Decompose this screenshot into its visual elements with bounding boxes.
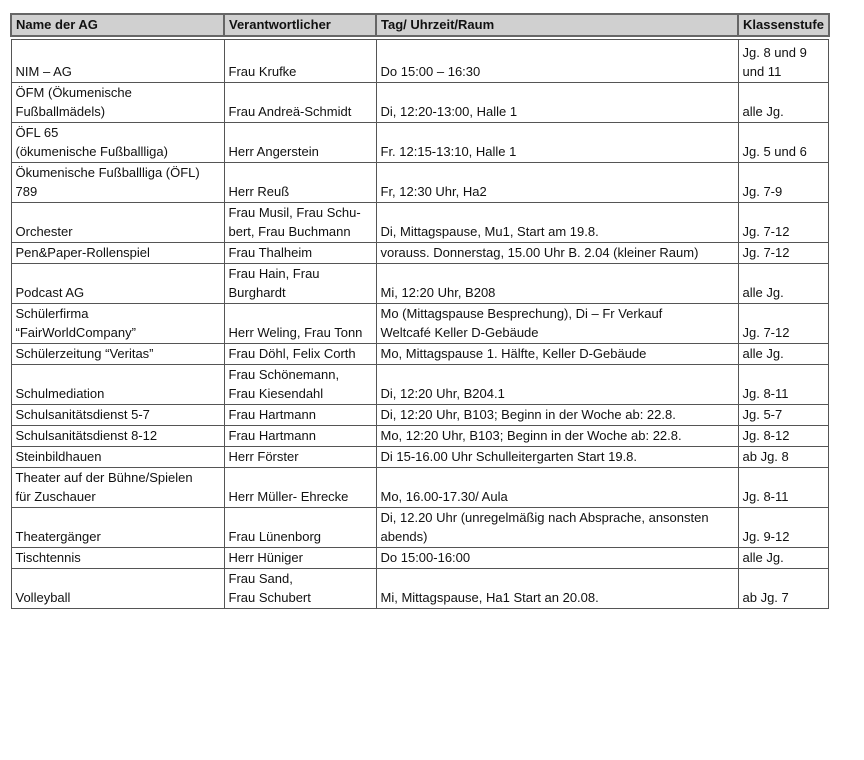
cell-ag-name: Schulmediation <box>11 365 224 405</box>
cell-grade: ab Jg. 7 <box>738 569 829 609</box>
table-row <box>11 468 829 508</box>
cell-responsible: Frau Hartmann <box>224 405 376 426</box>
cell-ag-name: Orchester <box>11 203 224 243</box>
cell-time-room: Di, Mittagspause, Mu1, Start am 19.8. <box>376 203 738 243</box>
cell-time-room: Di, 12:20-13:00, Halle 1 <box>376 83 738 123</box>
cell-grade: Jg. 7-9 <box>738 163 829 203</box>
table-row <box>11 203 829 243</box>
table-row <box>11 344 829 365</box>
cell-ag-name: Theater auf der Bühne/Spielen für Zuschauer <box>11 468 224 508</box>
table-row <box>11 264 829 304</box>
cell-responsible: Herr Reuß <box>224 163 376 203</box>
cell-responsible: Herr Weling, Frau Tonn <box>224 304 376 344</box>
table-row <box>11 365 829 405</box>
cell-responsible: Frau Andreä-Schmidt <box>224 83 376 123</box>
cell-responsible: Frau Musil, Frau Schu- bert, Frau Buchmann <box>224 203 376 243</box>
cell-grade: Jg. 5-7 <box>738 405 829 426</box>
header-time-room: Tag/ Uhrzeit/Raum <box>376 14 738 36</box>
cell-time-room: Fr. 12:15-13:10, Halle 1 <box>376 123 738 163</box>
cell-ag-name: Ökumenische Fußballliga (ÖFL) 789 <box>11 163 224 203</box>
cell-grade: Jg. 8-12 <box>738 426 829 447</box>
cell-grade: alle Jg. <box>738 264 829 304</box>
cell-responsible: Herr Müller- Ehrecke <box>224 468 376 508</box>
cell-time-room: Di, 12.20 Uhr (unregelmäßig nach Absprache, ansonsten abends) <box>376 508 738 548</box>
table-row <box>11 163 829 203</box>
cell-ag-name: ÖFL 65 (ökumenische Fußballliga) <box>11 123 224 163</box>
cell-ag-name: ÖFM (Ökumenische Fußballmädels) <box>11 83 224 123</box>
cell-responsible: Frau Krufke <box>224 40 376 83</box>
cell-time-room: Mo, 16.00-17.30/ Aula <box>376 468 738 508</box>
table-row <box>11 508 829 548</box>
table-row <box>11 569 829 609</box>
cell-ag-name: Schulsanitätsdienst 8-12 <box>11 426 224 447</box>
cell-ag-name: Podcast AG <box>11 264 224 304</box>
cell-time-room: Mo, 12:20 Uhr, B103; Beginn in der Woche ab: 22.8. <box>376 426 738 447</box>
header-row <box>11 14 829 36</box>
cell-grade: Jg. 7-12 <box>738 243 829 264</box>
cell-ag-name: Pen&Paper-Rollenspiel <box>11 243 224 264</box>
cell-responsible: Frau Döhl, Felix Corth <box>224 344 376 365</box>
cell-responsible: Herr Förster <box>224 447 376 468</box>
ag-table <box>10 13 830 609</box>
cell-time-room: Mi, 12:20 Uhr, B208 <box>376 264 738 304</box>
cell-grade: Jg. 8-11 <box>738 365 829 405</box>
cell-responsible: Herr Angerstein <box>224 123 376 163</box>
cell-time-room: Di 15-16.00 Uhr Schulleitergarten Start 19.8. <box>376 447 738 468</box>
cell-responsible: Frau Thalheim <box>224 243 376 264</box>
cell-time-room: vorauss. Donnerstag, 15.00 Uhr B. 2.04 (kleiner Raum) <box>376 243 738 264</box>
cell-grade: alle Jg. <box>738 344 829 365</box>
cell-grade: Jg. 7-12 <box>738 203 829 243</box>
cell-time-room: Mo (Mittagspause Besprechung), Di – Fr Verkauf Weltcafé Keller D-Gebäude <box>376 304 738 344</box>
cell-responsible: Frau Hain, Frau Burghardt <box>224 264 376 304</box>
cell-ag-name: Schülerzeitung “Veritas” <box>11 344 224 365</box>
cell-time-room: Do 15:00-16:00 <box>376 548 738 569</box>
cell-grade: Jg. 5 und 6 <box>738 123 829 163</box>
cell-time-room: Mi, Mittagspause, Ha1 Start an 20.08. <box>376 569 738 609</box>
table-row <box>11 123 829 163</box>
table-row <box>11 40 829 83</box>
cell-grade: alle Jg. <box>738 83 829 123</box>
cell-responsible: Frau Schönemann, Frau Kiesendahl <box>224 365 376 405</box>
cell-time-room: Fr, 12:30 Uhr, Ha2 <box>376 163 738 203</box>
cell-ag-name: Volleyball <box>11 569 224 609</box>
cell-responsible: Herr Hüniger <box>224 548 376 569</box>
cell-responsible: Frau Hartmann <box>224 426 376 447</box>
cell-grade: alle Jg. <box>738 548 829 569</box>
cell-ag-name: Theatergänger <box>11 508 224 548</box>
cell-responsible: Frau Sand, Frau Schubert <box>224 569 376 609</box>
cell-time-room: Mo, Mittagspause 1. Hälfte, Keller D-Gebäude <box>376 344 738 365</box>
cell-responsible: Frau Lünenborg <box>224 508 376 548</box>
cell-ag-name: Schülerfirma “FairWorldCompany” <box>11 304 224 344</box>
table-row <box>11 243 829 264</box>
cell-ag-name: Tischtennis <box>11 548 224 569</box>
table-row <box>11 405 829 426</box>
table-row <box>11 426 829 447</box>
document-page <box>10 13 830 609</box>
cell-ag-name: NIM – AG <box>11 40 224 83</box>
cell-grade: Jg. 8 und 9 und 11 <box>738 40 829 83</box>
table-row <box>11 548 829 569</box>
header-name: Name der AG <box>11 14 224 36</box>
cell-grade: Jg. 9-12 <box>738 508 829 548</box>
cell-time-room: Do 15:00 – 16:30 <box>376 40 738 83</box>
cell-grade: Jg. 7-12 <box>738 304 829 344</box>
table-row <box>11 304 829 344</box>
cell-time-room: Di, 12:20 Uhr, B103; Beginn in der Woche ab: 22.8. <box>376 405 738 426</box>
cell-grade: Jg. 8-11 <box>738 468 829 508</box>
cell-grade: ab Jg. 8 <box>738 447 829 468</box>
table-row <box>11 83 829 123</box>
cell-ag-name: Steinbildhauen <box>11 447 224 468</box>
header-grade: Klassenstufe <box>738 14 829 36</box>
cell-time-room: Di, 12:20 Uhr, B204.1 <box>376 365 738 405</box>
header-responsible: Verantwortlicher <box>224 14 376 36</box>
cell-ag-name: Schulsanitätsdienst 5-7 <box>11 405 224 426</box>
table-row <box>11 447 829 468</box>
